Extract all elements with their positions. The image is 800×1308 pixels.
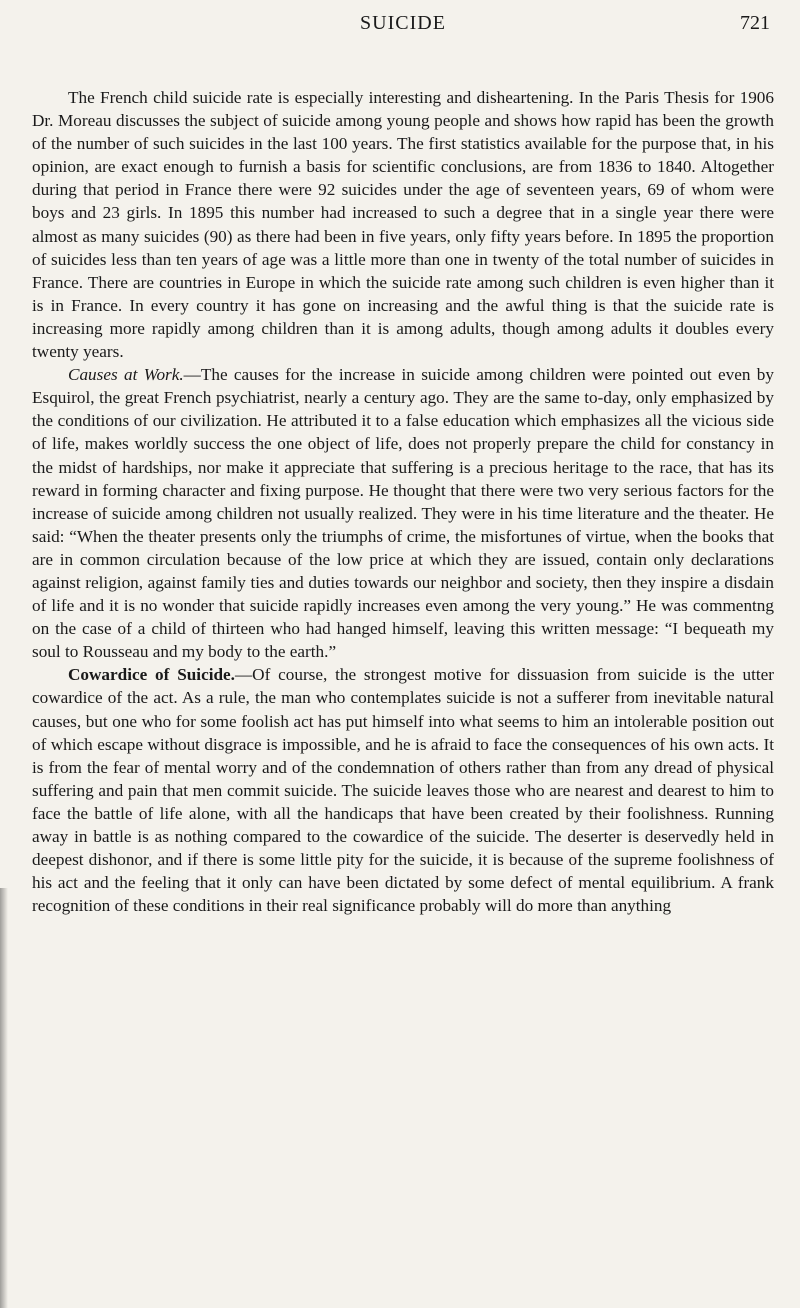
paragraph-child-suicide-rate: [32, 86, 774, 363]
page-binding-shadow: [0, 888, 8, 1308]
paragraph-cowardice-of-suicide: [32, 663, 774, 917]
paragraph-text: —The causes for the increase in suicide among children were pointed out even by Esquirol, the great French psychiatrist, nearly a century ago. They are the same to-day, only emphasized by the conditions of our civilization. He attributed it to a false education which emphasizes all the vicious side of life, makes worldly success the one object of life, does not properly prepare the child for constancy in the midst of hardships, nor make it appreciate that suffering is a precious heritage to the race, that has its reward in forming character and fixing purpose. He thought that there were two very serious factors for the increase of suicide among children not usually realized. They were in his time literature and the theater. He said: “When the theater presents only the triumphs of crime, the misfortunes of virtue, when the books that are in common circulation because of the low price at which they are issued, contain only declarations against religion, against family ties and duties towards our neighbor and society, then they inspire a disdain of life and it is no wonder that suicide rapidly increases even among the very young.” He was commentng on the case of a child of thirteen who had hanged himself, leaving this written message: “I bequeath my soul to Rousseau and my body to the earth.”: [32, 365, 774, 662]
section-heading-cowardice-of-suicide: Cowardice of Suicide.: [68, 665, 235, 685]
body-text: [32, 86, 774, 917]
page-number: 721: [740, 12, 770, 34]
paragraph-causes-at-work: [32, 363, 774, 663]
running-head: [32, 6, 774, 46]
running-head-title: SUICIDE: [360, 12, 446, 34]
paragraph-text: The French child suicide rate is especially interesting and disheartening. In the Paris Thesis for 1906 Dr. Moreau discusses the subject of suicide among young people and shows how rapid has been the growth of the number of such suicides in the last 100 years. The first statistics available for the purpose that, in his opinion, are exact enough to furnish a basis for scientific conclusions, are from 1836 to 1840. Altogether during that period in France there were 92 suicides under the age of seventeen years, 69 of whom were boys and 23 girls. In 1895 this number had increased to such a degree that in a single year there were almost as many suicides (90) as there had been in five years, only fifty years before. In 1895 the proportion of suicides less than ten years of age was a little more than one in twenty of the total number of suicides in France. There are countries in Europe in which the suicide rate among such children is even higher than it is in France. In every country it has gone on increasing and the awful thing is that the suicide rate is increasing more rapidly among children than it is among adults, though among adults it doubles every twenty years.: [32, 88, 774, 362]
section-heading-causes-at-work: Causes at Work.: [68, 365, 184, 385]
paragraph-text: —Of course, the strongest motive for dissuasion from suicide is the utter cowardice of the act. As a rule, the man who contemplates suicide is not a sufferer from inevitable natural causes, but one who for some foolish act has put himself into what seems to him an intolerable position out of which escape without disgrace is impossible, and he is afraid to face the consequences of his own acts. It is from the fear of mental worry and of the condemnation of others rather than from any dread of physical suffering and pain that men commit suicide. The suicide leaves those who are nearest and dearest to him to face the battle of life alone, with all the handicaps that have been created by their foolishness. Running away in battle is as nothing compared to the cowardice of the suicide. The deserter is deservedly held in deepest dishonor, and if there is some little pity for the suicide, it is because of the supreme foolishness of his act and the feeling that it only can have been dictated by some defect of mental equilibrium. A frank recognition of these conditions in their real significance probably will do more than anything: [32, 665, 774, 916]
